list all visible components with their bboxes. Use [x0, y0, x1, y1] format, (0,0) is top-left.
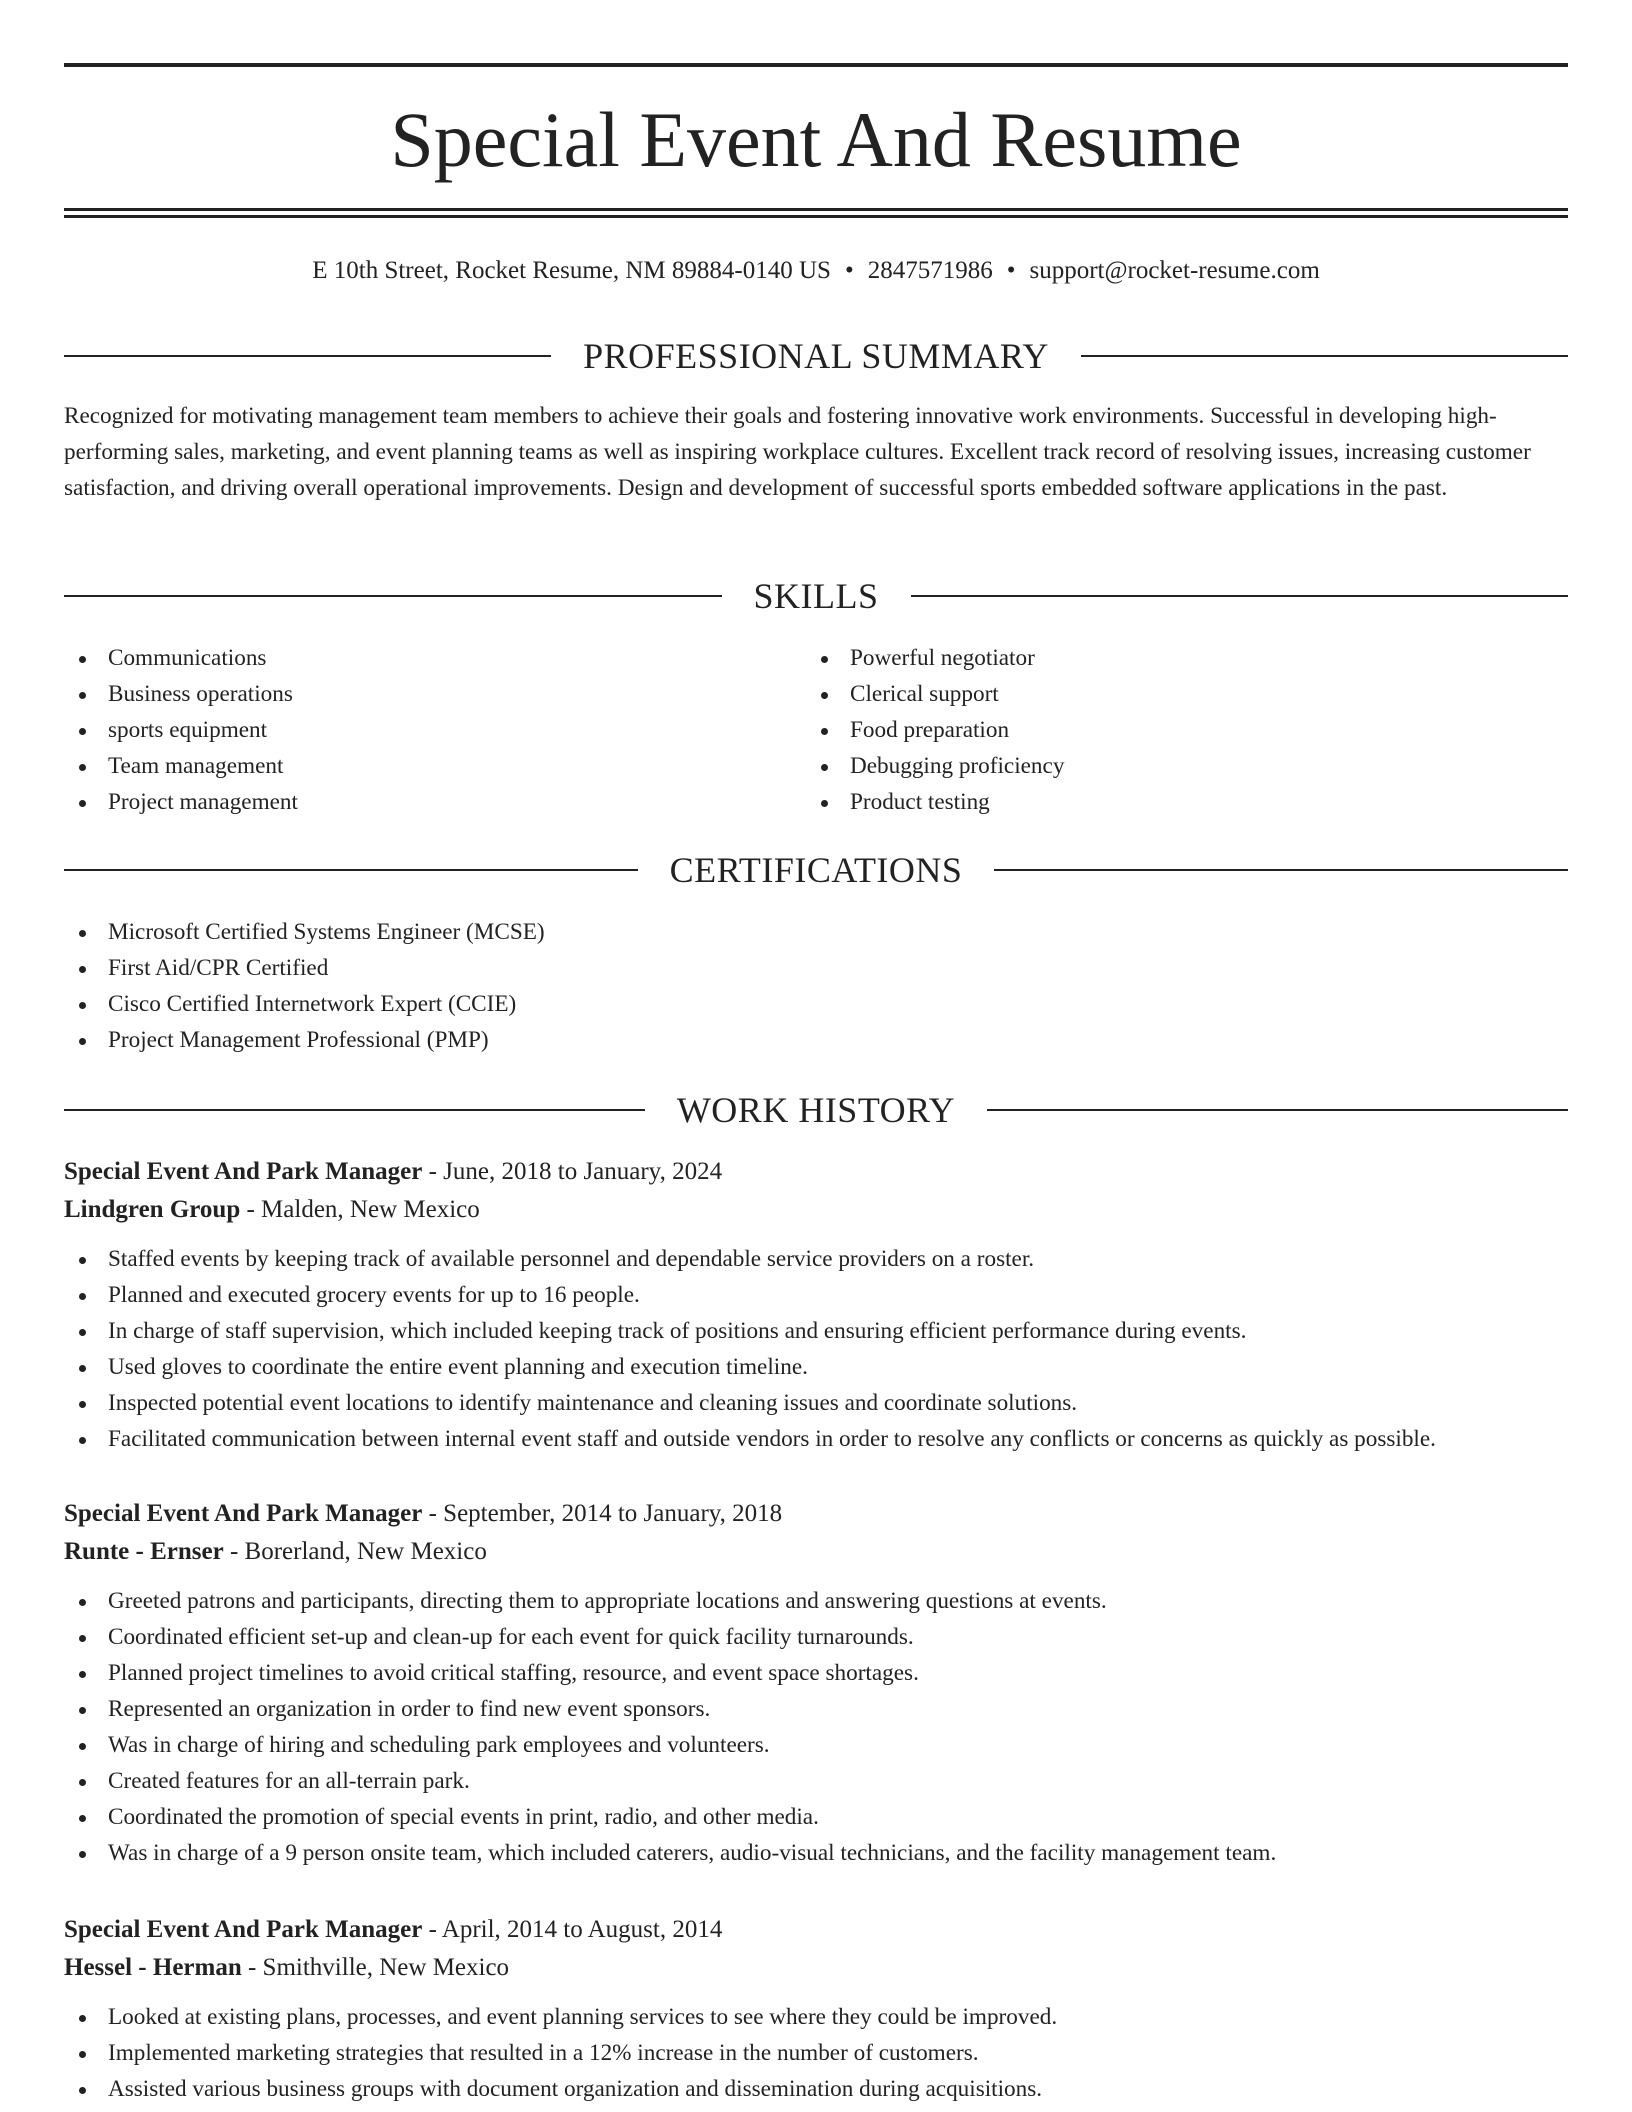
- contact-separator: •: [1006, 257, 1016, 284]
- skill-item: Business operations: [64, 676, 764, 712]
- name-rule-lower: [64, 215, 1568, 218]
- job-duty: Planned and executed grocery events for up to 16 people.: [64, 1277, 1568, 1313]
- job-duty: Coordinated the promotion of special events in print, radio, and other media.: [64, 1799, 1568, 1835]
- skill-item: Product testing: [806, 784, 1506, 820]
- skill-item: Clerical support: [806, 676, 1506, 712]
- job-entry: [64, 1911, 1568, 2107]
- job-company-line: [64, 1533, 1568, 1571]
- job-duty: Coordinated efficient set-up and clean-up for each event for quick facility turnarounds.: [64, 1619, 1568, 1655]
- job-duty: Inspected potential event locations to identify maintenance and cleaning issues and coordinate solutions.: [64, 1385, 1568, 1421]
- skill-item: Food preparation: [806, 712, 1506, 748]
- job-entry: [64, 1153, 1568, 1457]
- resume-name: Special Event And Resume: [390, 96, 1242, 183]
- job-dates: - April, 2014 to August, 2014: [422, 1916, 723, 1943]
- job-title: Special Event And Park Manager: [64, 1500, 423, 1527]
- job-duty: Created features for an all-terrain park.: [64, 1763, 1568, 1799]
- section-title: WORK HISTORY: [676, 1090, 956, 1130]
- job-duties-list: [64, 1999, 1568, 2107]
- heading-rule: [994, 869, 1568, 871]
- section-title: PROFESSIONAL SUMMARY: [583, 336, 1049, 376]
- job-company: Hessel - Herman: [64, 1954, 242, 1981]
- skill-item: sports equipment: [64, 712, 764, 748]
- skills-list-right: [806, 640, 1506, 820]
- skill-item: Powerful negotiator: [806, 640, 1506, 676]
- name-rule-upper: [64, 208, 1568, 211]
- job-duty: Assisted various business groups with document organization and dissemination during acquisitions.: [64, 2071, 1568, 2107]
- job-location: - Smithville, New Mexico: [241, 1954, 510, 1981]
- section-heading-summary: [64, 334, 1568, 378]
- heading-rule: [64, 1109, 645, 1111]
- contact-address: E 10th Street, Rocket Resume, NM 89884-0140 US: [312, 257, 831, 284]
- job-duty: Planned project timelines to avoid critical staffing, resource, and event space shortages.: [64, 1655, 1568, 1691]
- top-rule: [64, 63, 1568, 67]
- job-title: Special Event And Park Manager: [64, 1916, 423, 1943]
- certifications-list: [64, 914, 1464, 1058]
- certification-item: Microsoft Certified Systems Engineer (MCSE): [64, 914, 1464, 950]
- section-heading-certifications: [64, 848, 1568, 892]
- heading-rule: [911, 595, 1569, 597]
- job-duty: Greeted patrons and participants, directing them to appropriate locations and answering questions at events.: [64, 1583, 1568, 1619]
- job-duty: Facilitated communication between internal event staff and outside vendors in order to resolve any conflicts or concerns as quickly as possible.: [64, 1421, 1568, 1457]
- heading-rule: [64, 595, 722, 597]
- job-duties-list: [64, 1241, 1568, 1457]
- heading-rule: [987, 1109, 1568, 1111]
- skill-item: Team management: [64, 748, 764, 784]
- section-title: CERTIFICATIONS: [669, 850, 963, 890]
- certification-item: Cisco Certified Internetwork Expert (CCIE): [64, 986, 1464, 1022]
- job-company-line: [64, 1949, 1568, 1987]
- contact-email: support@rocket-resume.com: [1029, 257, 1320, 284]
- contact-phone: 2847571986: [867, 257, 993, 284]
- job-title: Special Event And Park Manager: [64, 1158, 423, 1185]
- job-duties-list: [64, 1583, 1568, 1871]
- job-company: Runte - Ernser: [64, 1538, 224, 1565]
- job-duty: Staffed events by keeping track of available personnel and dependable service providers on a roster.: [64, 1241, 1568, 1277]
- skill-item: Project management: [64, 784, 764, 820]
- heading-rule: [1081, 355, 1568, 357]
- job-dates: - September, 2014 to January, 2018: [422, 1500, 783, 1527]
- job-location: - Malden, New Mexico: [240, 1196, 480, 1223]
- job-duty: Represented an organization in order to find new event sponsors.: [64, 1691, 1568, 1727]
- job-title-line: [64, 1495, 1568, 1533]
- job-duty: Used gloves to coordinate the entire event planning and execution timeline.: [64, 1349, 1568, 1385]
- job-entry: [64, 1495, 1568, 1871]
- contact-separator: •: [844, 257, 854, 284]
- heading-rule: [64, 355, 551, 357]
- job-company: Lindgren Group: [64, 1196, 241, 1223]
- skills-list-left: [64, 640, 764, 820]
- job-duty: Was in charge of a 9 person onsite team, which included caterers, audio-visual technicians, and the facility management team.: [64, 1835, 1568, 1871]
- job-dates: - June, 2018 to January, 2024: [422, 1158, 723, 1185]
- section-title: SKILLS: [753, 576, 879, 616]
- section-heading-skills: [64, 574, 1568, 618]
- section-heading-work-history: [64, 1088, 1568, 1132]
- job-duty: Was in charge of hiring and scheduling park employees and volunteers.: [64, 1727, 1568, 1763]
- job-title-line: [64, 1911, 1568, 1949]
- job-title-line: [64, 1153, 1568, 1191]
- contact-line: [64, 254, 1568, 288]
- skill-item: Communications: [64, 640, 764, 676]
- job-duty: Looked at existing plans, processes, and event planning services to see where they could be improved.: [64, 1999, 1568, 2035]
- skill-item: Debugging proficiency: [806, 748, 1506, 784]
- job-company-line: [64, 1191, 1568, 1229]
- certification-item: First Aid/CPR Certified: [64, 950, 1464, 986]
- job-duty: In charge of staff supervision, which included keeping track of positions and ensuring efficient performance during events.: [64, 1313, 1568, 1349]
- job-location: - Borerland, New Mexico: [223, 1538, 487, 1565]
- heading-rule: [64, 869, 638, 871]
- job-duty: Implemented marketing strategies that resulted in a 12% increase in the number of customers.: [64, 2035, 1568, 2071]
- summary-text: Recognized for motivating management team members to achieve their goals and fostering innovative work environments. Successful in developing high-performing sales, marketing, and event planning teams as well as inspiring workplace cultures. Excellent track record of resolving issues, increasing customer satisfaction, and driving overall operational improvements. Design and development of successful sports embedded software applications in the past.: [64, 403, 1531, 501]
- certification-item: Project Management Professional (PMP): [64, 1022, 1464, 1058]
